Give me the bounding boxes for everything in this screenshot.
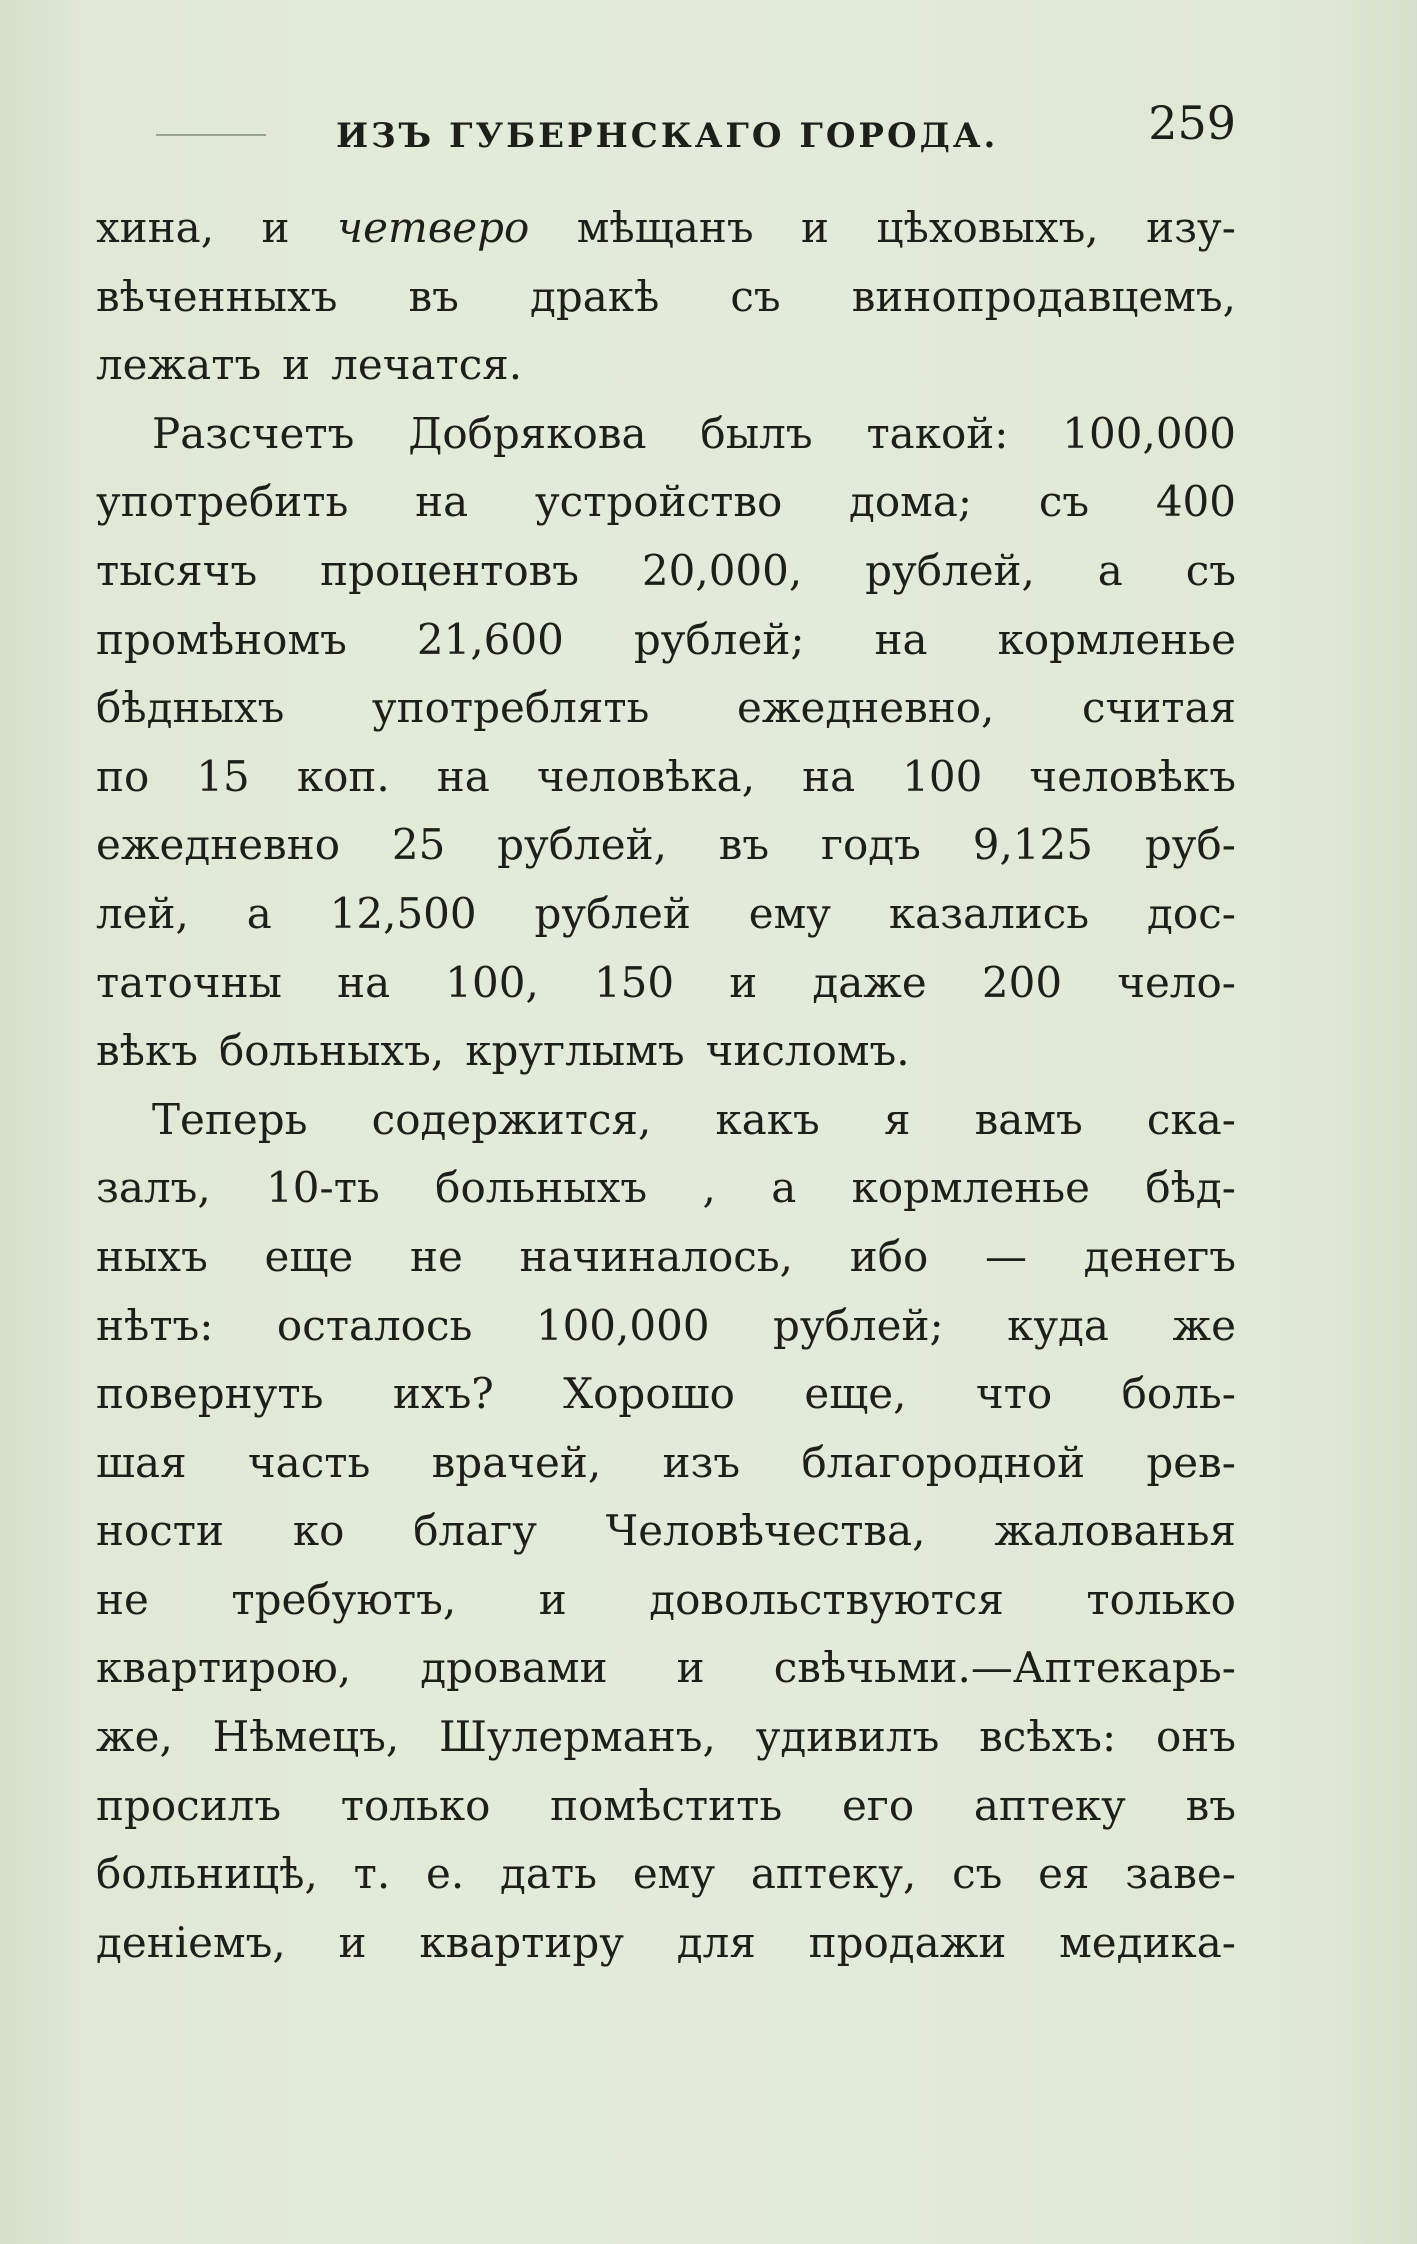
word: рублей, xyxy=(497,820,667,870)
word: для xyxy=(676,1917,756,1967)
word: куда xyxy=(1007,1300,1109,1350)
word: Нѣмецъ, xyxy=(212,1712,400,1762)
word: по xyxy=(96,751,150,801)
word: и xyxy=(261,203,290,252)
word: только xyxy=(340,1780,491,1830)
word: съ xyxy=(1185,545,1236,595)
word: былъ xyxy=(700,408,813,458)
word: чело- xyxy=(1117,957,1236,1007)
word: въ xyxy=(718,820,770,870)
word: залъ, xyxy=(96,1163,211,1213)
word: годъ xyxy=(821,820,921,870)
word: а xyxy=(1097,545,1123,595)
word: дровами xyxy=(420,1643,608,1693)
word: начиналось, xyxy=(519,1231,794,1281)
word: на xyxy=(337,957,391,1007)
word: вѣкъ xyxy=(96,1026,198,1076)
word: всѣхъ: xyxy=(979,1712,1117,1762)
header-rule xyxy=(156,134,266,136)
word: врачей, xyxy=(431,1437,602,1487)
word: 100 xyxy=(902,751,983,801)
word: винопродавцемъ, xyxy=(851,271,1236,321)
word: промѣномъ xyxy=(96,614,347,664)
word: и xyxy=(338,1917,367,1967)
body-text xyxy=(96,194,1236,1977)
word: и xyxy=(801,203,830,252)
word: 100,000 xyxy=(535,1300,710,1350)
word: коп. xyxy=(296,751,390,801)
text-line xyxy=(96,674,1236,743)
word: осталось xyxy=(276,1300,473,1350)
word: кормленье xyxy=(997,614,1236,664)
text-line xyxy=(96,1840,1236,1909)
word: Теперь xyxy=(152,1094,308,1144)
word: человѣкъ xyxy=(1029,751,1236,801)
word: и xyxy=(676,1643,705,1693)
text-line xyxy=(96,1909,1236,1978)
word: рублей xyxy=(534,888,691,938)
word: ежедневно, xyxy=(737,683,995,733)
word: считая xyxy=(1081,683,1236,733)
word: лежатъ xyxy=(96,340,262,390)
word: боль- xyxy=(1121,1369,1236,1419)
word: 9,125 xyxy=(972,820,1093,870)
word: дать xyxy=(500,1849,598,1899)
word: круглымъ xyxy=(465,1026,685,1076)
word: удивилъ xyxy=(755,1712,940,1762)
word: жалованья xyxy=(994,1506,1236,1556)
word: требуютъ, xyxy=(231,1574,457,1624)
word: хина, xyxy=(96,203,215,252)
text-line xyxy=(96,468,1236,537)
word: употреблять xyxy=(371,683,650,733)
text-line xyxy=(96,949,1236,1018)
word: дома; xyxy=(849,477,973,527)
word: 100,000 xyxy=(1062,408,1236,458)
text-line xyxy=(96,1086,1236,1155)
word: — xyxy=(984,1231,1027,1281)
word: шая xyxy=(96,1437,187,1487)
word: 20,000, xyxy=(641,545,803,595)
word: ежедневно xyxy=(96,820,340,870)
word: вѣченныхъ xyxy=(96,271,338,321)
word: просилъ xyxy=(96,1780,282,1830)
word: благу xyxy=(413,1506,537,1556)
page-header xyxy=(96,96,1236,166)
word: продажи xyxy=(808,1917,1007,1967)
word: процентовъ xyxy=(320,545,579,595)
word: устройство xyxy=(534,477,783,527)
word: ему xyxy=(748,888,832,938)
word: ибо xyxy=(849,1231,929,1281)
word: помѣстить xyxy=(550,1780,783,1830)
word: вамъ xyxy=(974,1094,1083,1144)
word: на xyxy=(802,751,856,801)
text-line xyxy=(96,1429,1236,1498)
word: въ xyxy=(1185,1780,1236,1830)
word: и xyxy=(538,1574,567,1624)
word: аптеку xyxy=(973,1780,1126,1830)
word: не xyxy=(409,1231,463,1281)
word: 100, xyxy=(445,957,539,1007)
word: употребить xyxy=(96,477,349,527)
word: 21,600 xyxy=(416,614,564,664)
word: я xyxy=(883,1094,911,1144)
word: довольствуются xyxy=(649,1574,1004,1624)
word: е. xyxy=(425,1849,465,1899)
word: повернуть xyxy=(96,1369,324,1419)
word: содержится, xyxy=(371,1094,652,1144)
word: только xyxy=(1086,1574,1236,1624)
word: рублей; xyxy=(773,1300,944,1350)
word: 200 xyxy=(981,957,1063,1007)
text-line xyxy=(96,1703,1236,1772)
word: таточны xyxy=(96,957,282,1007)
word: на xyxy=(874,614,928,664)
word: больныхъ xyxy=(435,1163,648,1213)
word: 150 xyxy=(593,957,675,1007)
text-line xyxy=(96,1772,1236,1841)
word: изу- xyxy=(1146,203,1236,252)
word: Хорошо xyxy=(563,1369,735,1419)
word: еще, xyxy=(804,1369,907,1419)
word: бѣдныхъ xyxy=(96,683,285,733)
word: еще xyxy=(264,1231,354,1281)
word: же xyxy=(1172,1300,1236,1350)
word: четверо xyxy=(337,203,530,252)
word: а xyxy=(246,888,272,938)
word: цѣховыхъ, xyxy=(876,203,1099,252)
word: а xyxy=(771,1163,797,1213)
word: денегъ xyxy=(1083,1231,1236,1281)
word: ихъ? xyxy=(392,1369,494,1419)
word: дос- xyxy=(1147,888,1236,938)
text-line xyxy=(96,1360,1236,1429)
word: такой: xyxy=(866,408,1009,458)
word: съ xyxy=(730,271,781,321)
word: нѣтъ: xyxy=(96,1300,214,1350)
text-line xyxy=(96,331,1236,400)
word: медика- xyxy=(1059,1917,1236,1967)
page-number: 259 xyxy=(1148,96,1236,150)
word: ему xyxy=(632,1849,716,1899)
word: 25 xyxy=(391,820,446,870)
word: его xyxy=(841,1780,915,1830)
text-line xyxy=(96,263,1236,332)
word: лей, xyxy=(96,888,189,938)
word: тысячъ xyxy=(96,545,258,595)
word: ности xyxy=(96,1506,225,1556)
word: и xyxy=(729,957,758,1007)
word: не xyxy=(96,1574,149,1624)
word: съ xyxy=(952,1849,1003,1899)
word: кормленье xyxy=(851,1163,1090,1213)
word: денiемъ, xyxy=(96,1917,286,1967)
word: рев- xyxy=(1146,1437,1236,1487)
text-line xyxy=(96,743,1236,812)
word: въ xyxy=(408,271,459,321)
word: на xyxy=(415,477,469,527)
text-line xyxy=(96,811,1236,880)
word: Добрякова xyxy=(408,408,647,458)
word: 12,500 xyxy=(329,888,477,938)
word: Человѣчества, xyxy=(605,1506,926,1556)
word: благородной xyxy=(801,1437,1086,1487)
word: ко xyxy=(292,1506,345,1556)
word: , xyxy=(702,1163,716,1213)
word: на xyxy=(436,751,490,801)
text-line xyxy=(96,537,1236,606)
word: мѣщанъ xyxy=(576,203,754,252)
word: онъ xyxy=(1155,1712,1236,1762)
text-line xyxy=(96,400,1236,469)
word: рублей, xyxy=(865,545,1035,595)
text-line xyxy=(96,194,1236,263)
word: и xyxy=(282,340,311,390)
word: даже xyxy=(812,957,927,1007)
word: ея xyxy=(1038,1849,1090,1899)
text-line xyxy=(96,606,1236,675)
word: аптеку, xyxy=(750,1849,917,1899)
word: человѣка, xyxy=(536,751,756,801)
text-line xyxy=(96,1017,1236,1086)
word: т. xyxy=(353,1849,391,1899)
word: руб- xyxy=(1144,820,1236,870)
word: ныхъ xyxy=(96,1231,208,1281)
text-line xyxy=(96,1566,1236,1635)
word: рублей; xyxy=(633,614,805,664)
word: больницѣ, xyxy=(96,1849,318,1899)
word: дракѣ xyxy=(529,271,660,321)
word: числомъ. xyxy=(705,1026,910,1076)
word: 10-ть xyxy=(266,1163,380,1213)
text-line xyxy=(96,1154,1236,1223)
word: Разсчетъ xyxy=(152,408,355,458)
word: 400 xyxy=(1155,477,1236,527)
word: квартиру xyxy=(419,1917,624,1967)
word: свѣчьми.—Аптекарь- xyxy=(773,1643,1236,1693)
word: больныхъ, xyxy=(218,1026,445,1076)
word: какъ xyxy=(715,1094,820,1144)
word: же, xyxy=(96,1712,173,1762)
word: часть xyxy=(247,1437,371,1487)
word: лечатся. xyxy=(331,340,523,390)
word: бѣд- xyxy=(1145,1163,1236,1213)
word: изъ xyxy=(662,1437,741,1487)
text-line xyxy=(96,1497,1236,1566)
word: заве- xyxy=(1125,1849,1236,1899)
word: казались xyxy=(888,888,1090,938)
text-line xyxy=(96,1223,1236,1292)
running-head: ИЗЪ ГУБЕРНСКАГО ГОРОДА. xyxy=(336,116,999,156)
word: 15 xyxy=(196,751,250,801)
word: квартирою, xyxy=(96,1643,352,1693)
text-line xyxy=(96,1292,1236,1361)
text-line xyxy=(96,880,1236,949)
word: съ xyxy=(1038,477,1090,527)
word: ска- xyxy=(1146,1094,1236,1144)
word: что xyxy=(975,1369,1053,1419)
text-line xyxy=(96,1634,1236,1703)
word: Шулерманъ, xyxy=(439,1712,716,1762)
